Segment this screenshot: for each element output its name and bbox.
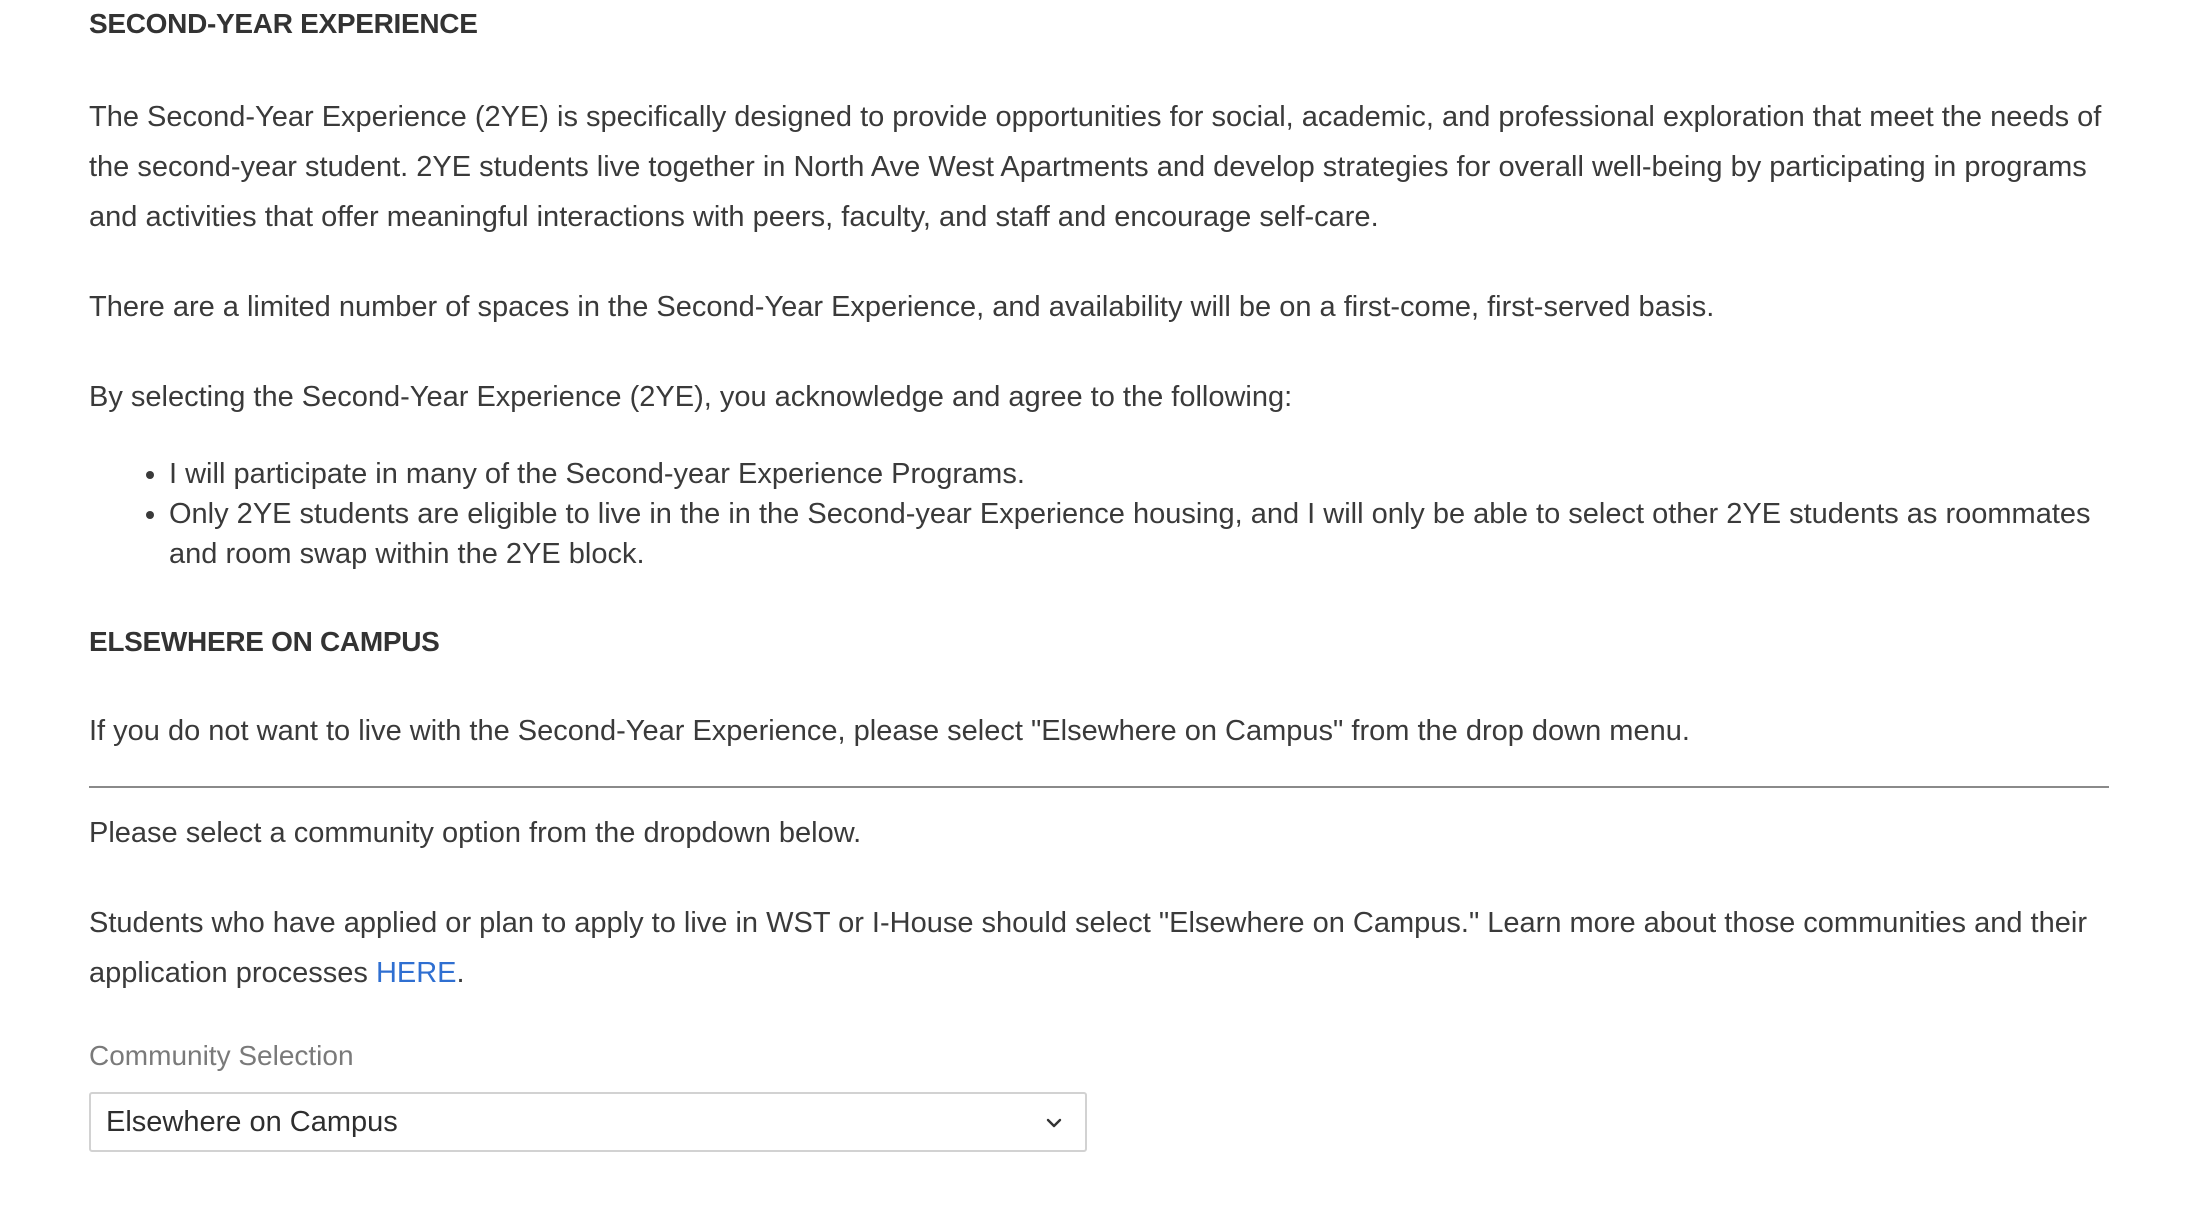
- second-year-intro: The Second-Year Experience (2YE) is specifically designed to provide opportunities for social, academic, and professional exploration that meet the needs of the second-year student. 2YE students live together in North Ave West Apartments and develop strategies for overall well-being by participating in programs and activities that offer meaningful interactions with peers, faculty, and staff and encourage self-care.: [89, 101, 2102, 233]
- community-selection-value: Elsewhere on Campus: [106, 1106, 398, 1138]
- main-content: [89, 0, 2109, 1152]
- selection-instruction: Please select a community option from the dropdown below.: [89, 817, 862, 849]
- second-year-heading: SECOND-YEAR EXPERIENCE: [89, 8, 478, 39]
- section-divider: [89, 786, 2109, 788]
- community-selection-label: Community Selection: [89, 1040, 354, 1071]
- chevron-down-icon: [1043, 1112, 1065, 1134]
- students-note: [89, 898, 2109, 998]
- list-item: • Only 2YE students are eligible to live in the in the Second-year Experience housing, and I will only be able to select other 2YE students as roommates and room swap within the 2YE block.: [169, 494, 2109, 574]
- community-selection-dropdown[interactable]: [89, 1092, 1087, 1152]
- list-item: • I will participate in many of the Second-year Experience Programs.: [169, 454, 2109, 494]
- here-link[interactable]: HERE: [375, 957, 457, 989]
- acknowledge-text: By selecting the Second-Year Experience (2YE), you acknowledge and agree to the following:: [89, 381, 1293, 413]
- elsewhere-text: If you do not want to live with the Second-Year Experience, please select "Elsewhere on Campus" from the drop down menu.: [89, 715, 1690, 747]
- students-note-period: .: [456, 957, 465, 989]
- limited-spaces-text: There are a limited number of spaces in the Second-Year Experience, and availability will be on a first-come, first-served basis.: [89, 291, 1715, 323]
- students-note-text: Students who have applied or plan to apply to live in WST or I-House should select "Elsewhere on Campus." Learn more about those communities and their application processes: [89, 907, 2087, 989]
- elsewhere-heading: ELSEWHERE ON CAMPUS: [89, 626, 440, 657]
- agreement-list: [89, 454, 2109, 574]
